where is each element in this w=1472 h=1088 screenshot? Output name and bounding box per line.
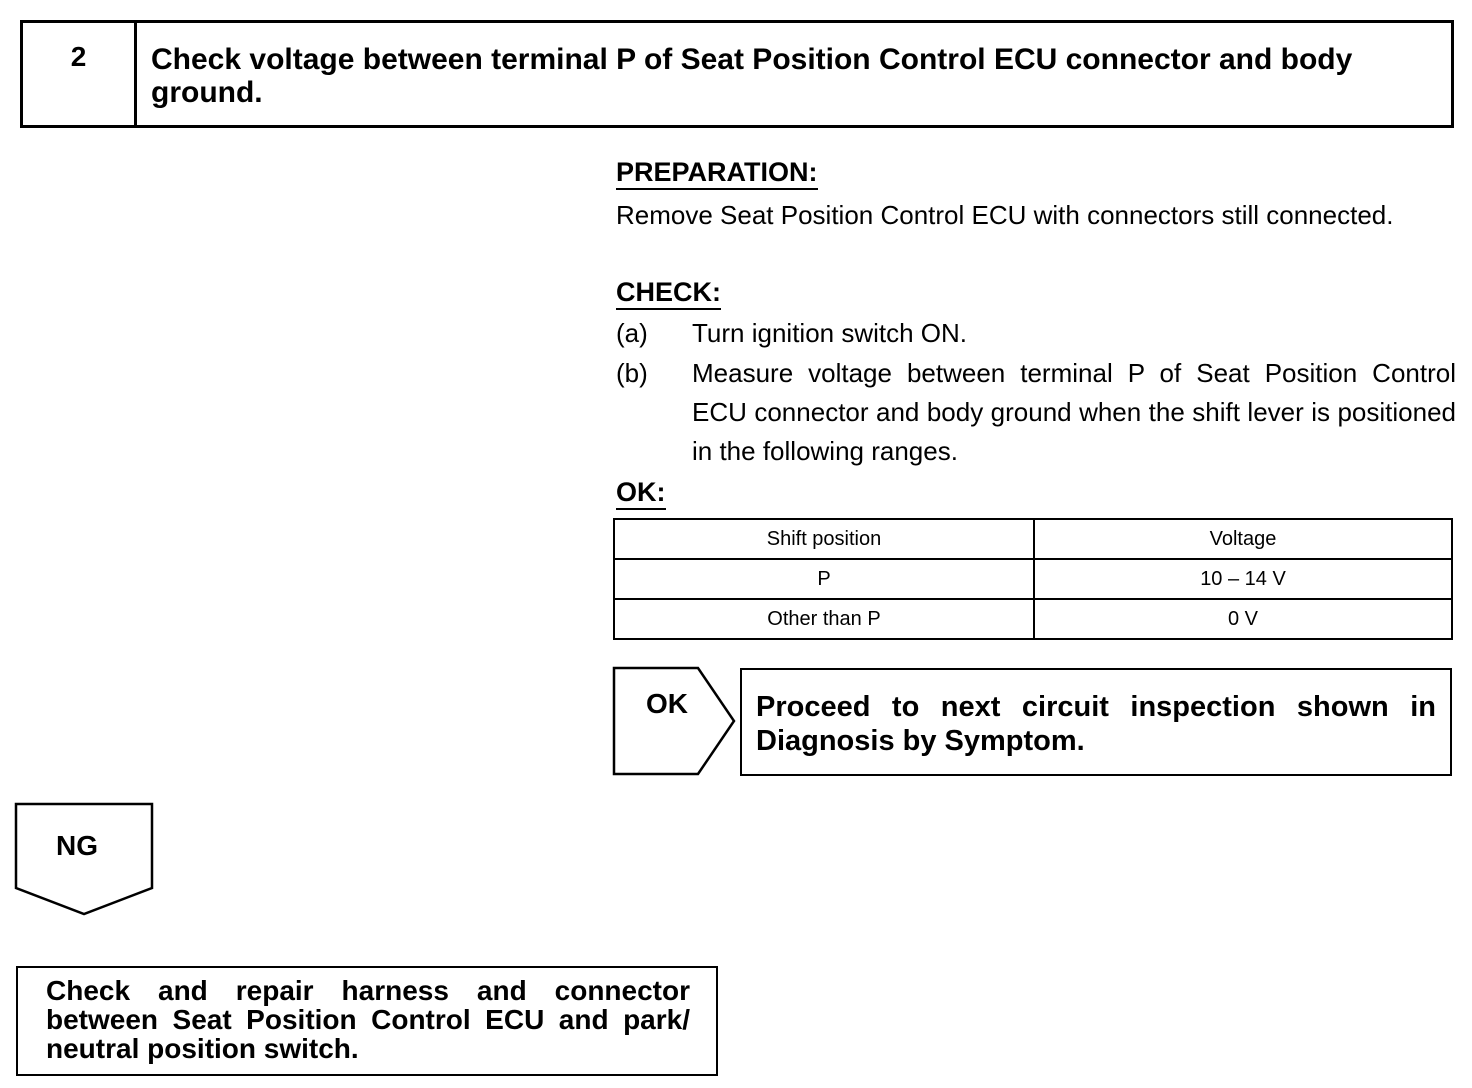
table-row — [614, 599, 1452, 639]
step-number: 2 — [23, 23, 137, 125]
ng-result-text: Check and repair harness and connector between Seat Position Control ECU and park/ neutral position switch. — [46, 975, 690, 1064]
check-item-text: Turn ignition switch ON. — [692, 318, 968, 348]
ok-label: OK — [646, 688, 688, 719]
table-cell: Other than P — [614, 599, 1034, 639]
ng-label: NG — [56, 830, 98, 861]
preparation-text: Remove Seat Position Control ECU with connectors still connected. — [616, 200, 1394, 230]
ok-heading: OK: — [616, 476, 666, 510]
step-title: Check voltage between terminal P of Seat Position Control ECU connector and body ground. — [151, 43, 1353, 109]
table-header-cell: Shift position — [614, 519, 1034, 559]
step-header — [20, 20, 1454, 128]
ok-result-text: Proceed to next circuit inspection shown in Diagnosis by Symptom. — [756, 691, 1436, 757]
preparation-heading: PREPARATION: — [616, 156, 818, 190]
table-header-cell: Voltage — [1034, 519, 1452, 559]
ok-result-box — [740, 668, 1452, 776]
ng-result-box — [16, 966, 718, 1076]
table-cell: 10 – 14 V — [1034, 559, 1452, 599]
table-row — [614, 559, 1452, 599]
table-cell: 0 V — [1034, 599, 1452, 639]
table-header-row — [614, 519, 1452, 559]
ok-arrow-icon — [612, 666, 738, 776]
spec-table — [613, 518, 1453, 640]
check-heading: CHECK: — [616, 276, 721, 310]
table-cell: P — [614, 559, 1034, 599]
check-item-text: Measure voltage between terminal P of Seat Position Control ECU connector and body ground when the shift lever is positioned in the following ranges. — [692, 358, 1456, 466]
check-item-label: (a) — [616, 318, 648, 348]
check-item-label: (b) — [616, 358, 648, 388]
